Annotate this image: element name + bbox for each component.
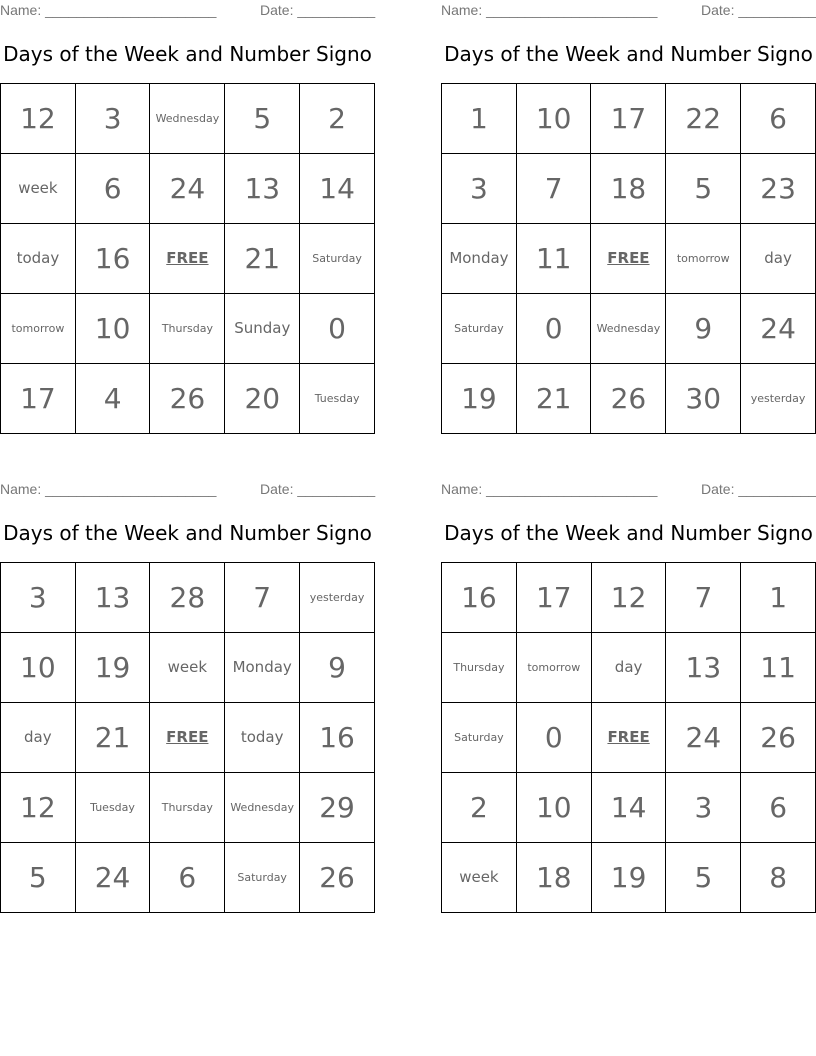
word-cell: today [1,224,76,294]
number-cell: 8 [741,843,816,913]
number-cell: 16 [442,563,517,633]
number-cell: 26 [300,843,375,913]
number-cell: 5 [225,84,300,154]
grid-row [1,703,375,773]
number-cell: 9 [300,633,375,703]
number-cell: 24 [75,843,150,913]
word-cell: Tuesday [300,364,375,434]
number-cell: 3 [666,773,741,843]
number-cell: 12 [1,773,76,843]
bingo-card-4 [441,479,816,894]
grid-row [1,224,375,294]
number-cell: 6 [150,843,225,913]
number-cell: 29 [300,773,375,843]
grid-row [442,84,816,154]
word-cell: Thursday [150,294,225,364]
grid-row [442,294,816,364]
bingo-grid [0,562,375,913]
grid-row [1,154,375,224]
word-cell: Saturday [225,843,300,913]
word-cell: Wednesday [150,84,225,154]
number-cell: 10 [516,84,591,154]
number-cell: 11 [516,224,591,294]
word-cell: Saturday [442,294,517,364]
number-cell: 3 [442,154,517,224]
card-title: Days of the Week and Number Signo [444,521,813,545]
number-cell: 13 [225,154,300,224]
number-cell: 2 [300,84,375,154]
bingo-card-2 [441,0,816,415]
word-cell: day [591,633,666,703]
number-cell: 18 [591,154,666,224]
bingo-grid [0,83,375,434]
number-cell: 6 [75,154,150,224]
number-cell: 10 [1,633,76,703]
word-cell: Monday [442,224,517,294]
word-cell: yesterday [300,563,375,633]
number-cell: 24 [666,703,741,773]
word-cell: Tuesday [75,773,150,843]
number-cell: 10 [516,773,591,843]
number-cell: 30 [666,364,741,434]
word-cell: day [741,224,816,294]
grid-row [1,633,375,703]
word-cell: week [1,154,76,224]
number-cell: 0 [300,294,375,364]
bingo-grid [441,562,816,913]
number-cell: 7 [666,563,741,633]
card-header [0,479,375,501]
number-cell: 11 [741,633,816,703]
grid-row [442,843,816,913]
number-cell: 2 [442,773,517,843]
word-cell: Sunday [225,294,300,364]
number-cell: 21 [225,224,300,294]
number-cell: 4 [75,364,150,434]
number-cell: 21 [516,364,591,434]
bingo-card-3 [0,479,376,894]
number-cell: 3 [1,563,76,633]
number-cell: 13 [75,563,150,633]
number-cell: 14 [591,773,666,843]
word-cell: week [150,633,225,703]
number-cell: 3 [75,84,150,154]
bingo-card-1 [0,0,376,415]
number-cell: 12 [591,563,666,633]
number-cell: 6 [741,773,816,843]
number-cell: 16 [300,703,375,773]
number-cell: 19 [75,633,150,703]
grid-row [1,773,375,843]
grid-row [1,563,375,633]
word-cell: today [225,703,300,773]
word-cell: Saturday [300,224,375,294]
bingo-grid [441,83,816,434]
number-cell: 0 [516,703,591,773]
grid-row [1,364,375,434]
grid-row [1,84,375,154]
number-cell: 22 [666,84,741,154]
grid-row [442,703,816,773]
free-space-cell: FREE [591,703,666,773]
number-cell: 6 [741,84,816,154]
number-cell: 1 [741,563,816,633]
number-cell: 5 [666,154,741,224]
number-cell: 7 [225,563,300,633]
number-cell: 13 [666,633,741,703]
card-title: Days of the Week and Number Signo [444,42,813,66]
number-cell: 19 [442,364,517,434]
word-cell: Wednesday [225,773,300,843]
date-field-label: Date: __________ [701,2,816,18]
grid-row [442,773,816,843]
number-cell: 23 [741,154,816,224]
date-field-label: Date: __________ [260,481,376,497]
number-cell: 16 [75,224,150,294]
word-cell: Thursday [150,773,225,843]
card-title: Days of the Week and Number Signo [3,42,372,66]
grid-row [442,364,816,434]
name-field-label: Name: ______________________ [0,481,217,497]
name-field-label: Name: ______________________ [0,2,217,18]
free-space-cell: FREE [150,703,225,773]
number-cell: 26 [741,703,816,773]
word-cell: Saturday [442,703,517,773]
number-cell: 9 [666,294,741,364]
grid-row [1,294,375,364]
number-cell: 7 [516,154,591,224]
number-cell: 24 [150,154,225,224]
number-cell: 26 [150,364,225,434]
grid-row [442,154,816,224]
date-field-label: Date: __________ [701,481,816,497]
number-cell: 21 [75,703,150,773]
number-cell: 5 [1,843,76,913]
grid-row [442,563,816,633]
number-cell: 26 [591,364,666,434]
word-cell: day [1,703,76,773]
date-field-label: Date: __________ [260,2,376,18]
name-field-label: Name: ______________________ [441,2,658,18]
number-cell: 19 [591,843,666,913]
number-cell: 1 [442,84,517,154]
word-cell: Monday [225,633,300,703]
number-cell: 17 [1,364,76,434]
word-cell: Wednesday [591,294,666,364]
free-space-cell: FREE [150,224,225,294]
card-header [0,0,375,22]
number-cell: 10 [75,294,150,364]
number-cell: 5 [666,843,741,913]
grid-row [442,633,816,703]
free-space-cell: FREE [591,224,666,294]
word-cell: yesterday [741,364,816,434]
card-header [441,479,816,501]
grid-row [442,224,816,294]
card-header [441,0,816,22]
number-cell: 18 [516,843,591,913]
word-cell: tomorrow [666,224,741,294]
number-cell: 17 [516,563,591,633]
grid-row [1,843,375,913]
number-cell: 24 [741,294,816,364]
word-cell: week [442,843,517,913]
number-cell: 0 [516,294,591,364]
card-title: Days of the Week and Number Signo [3,521,372,545]
number-cell: 12 [1,84,76,154]
number-cell: 14 [300,154,375,224]
number-cell: 17 [591,84,666,154]
number-cell: 28 [150,563,225,633]
word-cell: Thursday [442,633,517,703]
word-cell: tomorrow [516,633,591,703]
name-field-label: Name: ______________________ [441,481,658,497]
number-cell: 20 [225,364,300,434]
word-cell: tomorrow [1,294,76,364]
